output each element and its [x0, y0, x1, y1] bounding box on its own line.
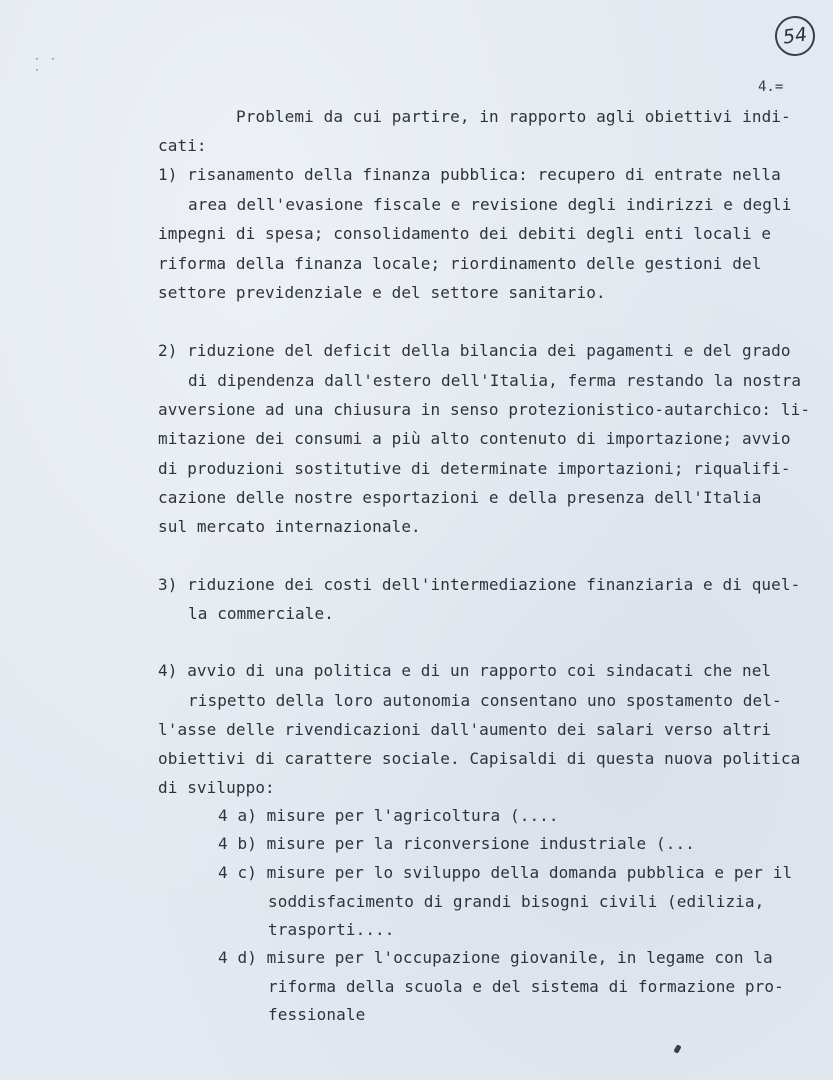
- page-number: 4.=: [758, 79, 784, 95]
- item-1-line: 1) risanamento della finanza pubblica: recupero di entrate nella: [158, 165, 781, 184]
- subitem-4c-line: trasporti....: [268, 920, 395, 939]
- subitem-4b-line: 4 b) misure per la riconversione industriale (...: [218, 834, 695, 853]
- item-1-line: riforma della finanza locale; riordinamento delle gestioni del: [158, 254, 762, 273]
- item-2-line: sul mercato internazionale.: [158, 517, 421, 536]
- subitem-4d-line: riforma della scuola e del sistema di formazione pro-: [268, 977, 784, 996]
- item-2-line: di dipendenza dall'estero dell'Italia, ferma restando la nostra: [188, 371, 802, 390]
- item-4-line: l'asse delle rivendicazioni dall'aumento dei salari verso altri: [158, 720, 772, 739]
- subitem-4d-line: 4 d) misure per l'occupazione giovanile, in legame con la: [218, 948, 773, 967]
- item-1-line: settore previdenziale e del settore sanitario.: [158, 283, 606, 302]
- item-4-line: di sviluppo:: [158, 778, 275, 797]
- item-3-line: 3) riduzione dei costi dell'intermediazione finanziaria e di quel-: [158, 575, 801, 594]
- item-1-line: area dell'evasione fiscale e revisione degli indirizzi e degli: [188, 195, 792, 214]
- subitem-4c-line: 4 c) misure per lo sviluppo della domanda pubblica e per il: [218, 863, 793, 882]
- item-2-line: di produzioni sostitutive di determinate importazioni; riqualifi-: [158, 459, 791, 478]
- item-4-line: 4) avvio di una politica e di un rapporto coi sindacati che nel: [158, 661, 772, 680]
- intro-line: Problemi da cui partire, in rapporto agli obiettivi indi-: [236, 107, 791, 126]
- item-1-line: impegni di spesa; consolidamento dei debiti degli enti locali e: [158, 224, 772, 243]
- item-2-line: cazione delle nostre esportazioni e della presenza dell'Italia: [158, 488, 762, 507]
- subitem-4a-line: 4 a) misure per l'agricoltura (....: [218, 806, 559, 825]
- stray-ink-mark: · · ·: [34, 54, 59, 76]
- subitem-4c-line: soddisfacimento di grandi bisogni civili (edilizia,: [268, 892, 765, 911]
- intro-line: cati:: [158, 136, 207, 155]
- item-3-line: la commerciale.: [188, 604, 334, 623]
- circled-page-stamp-number: 54: [781, 23, 809, 49]
- item-2-line: 2) riduzione del deficit della bilancia dei pagamenti e del grado: [158, 341, 791, 360]
- item-2-line: mitazione dei consumi a più alto contenuto di importazione; avvio: [158, 429, 791, 448]
- item-4-line: obiettivi di carattere sociale. Capisaldi di questa nuova politica: [158, 749, 801, 768]
- item-4-line: rispetto della loro autonomia consentano uno spostamento del-: [188, 691, 782, 710]
- subitem-4d-line: fessionale: [268, 1005, 366, 1024]
- item-2-line: avversione ad una chiusura in senso protezionistico-autarchico: li-: [158, 400, 811, 419]
